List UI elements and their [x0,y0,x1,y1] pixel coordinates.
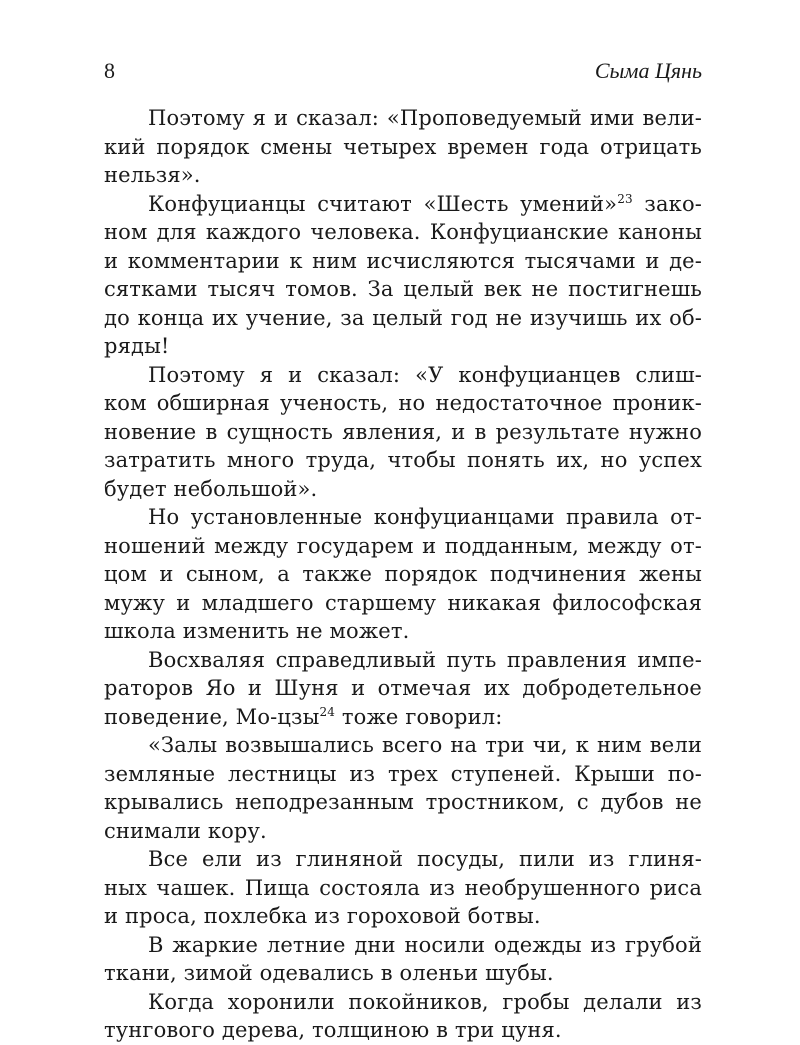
text-line: Все ели из глиняной посуды, пили из глиня- [148,847,702,871]
text-line: затратить много труда, чтобы понять их, но успех [104,448,702,472]
text-line: тунгового дерева, толщиною в три цуня. [104,1018,562,1042]
text-line: Поэтому я и сказал: «У конфуцианцев слиш- [148,362,702,387]
text-line: В жаркие летние дни носили одежды из грубой [148,932,702,957]
text-line: мужу и младшего старшему никакая философская [104,590,702,615]
text-line: Когда хоронили покойников, гробы делали из [148,989,702,1014]
page-number: 8 [104,58,115,83]
text-line: снимали кору. [104,818,267,843]
text-line: ном для каждого человека. Конфуцианские каноны [104,220,702,244]
text-line: и проса, похлебка из гороховой ботвы. [104,904,541,928]
text-line: будет небольшой». [104,476,318,501]
text-line: ношений между государем и подданным, между от- [104,533,702,558]
text-line: кий порядок смены четырех времен года отрицать [104,134,702,159]
text-line: Но установленные конфуцианцами правила от- [148,505,702,529]
text-line: и комментарии к ним исчисляются тысячами и де- [104,248,702,273]
footnote-marker: 24 [319,704,336,719]
text-line: ткани, зимой одевались в оленьи шубы. [104,961,554,985]
text-line: школа изменить не может. [104,619,410,643]
text-line: ных чашек. Пища состояла из необрушенного риса [104,875,702,900]
text-line: крывались неподрезанным тростником, с дубов не [104,790,702,814]
text-line: сятками тысяч томов. За целый век не постигнешь [104,277,702,301]
text-line: Конфуцианцы считают «Шесть умений»$^{23}$ зако- [148,191,702,216]
text-line: новение в сущность явления, и в результате нужно [104,419,702,444]
text-line: до конца их учение, за целый год не изучишь их об- [104,305,702,330]
text-line: раторов Яо и Шуня и отмечая их добродетельное [104,676,702,700]
body-text [104,104,702,1045]
text-line: Восхваляя справедливый путь правления импе- [148,647,702,672]
text-line: земляные лестницы из трех ступеней. Крыши по- [104,761,702,786]
footnote-marker: 23 [617,191,633,206]
text-line: цом и сыном, а также порядок подчинения жены [104,562,702,586]
text-line: Поэтому я и сказал: «Проповедуемый ими вели- [148,106,702,130]
page-header [104,58,702,98]
text-line: нельзя». [104,163,201,187]
text-line: «Залы возвышались всего на три чи, к ним вели [148,733,702,757]
text-line: ряды! [104,334,170,358]
running-title: Сыма Цянь [594,58,702,83]
text-line: поведение, Мо-цзы$^{24}$ тоже говорил: [104,704,503,729]
text-line: ком обширная ученость, но недостаточное проник- [104,391,702,415]
book-page [104,58,702,1045]
